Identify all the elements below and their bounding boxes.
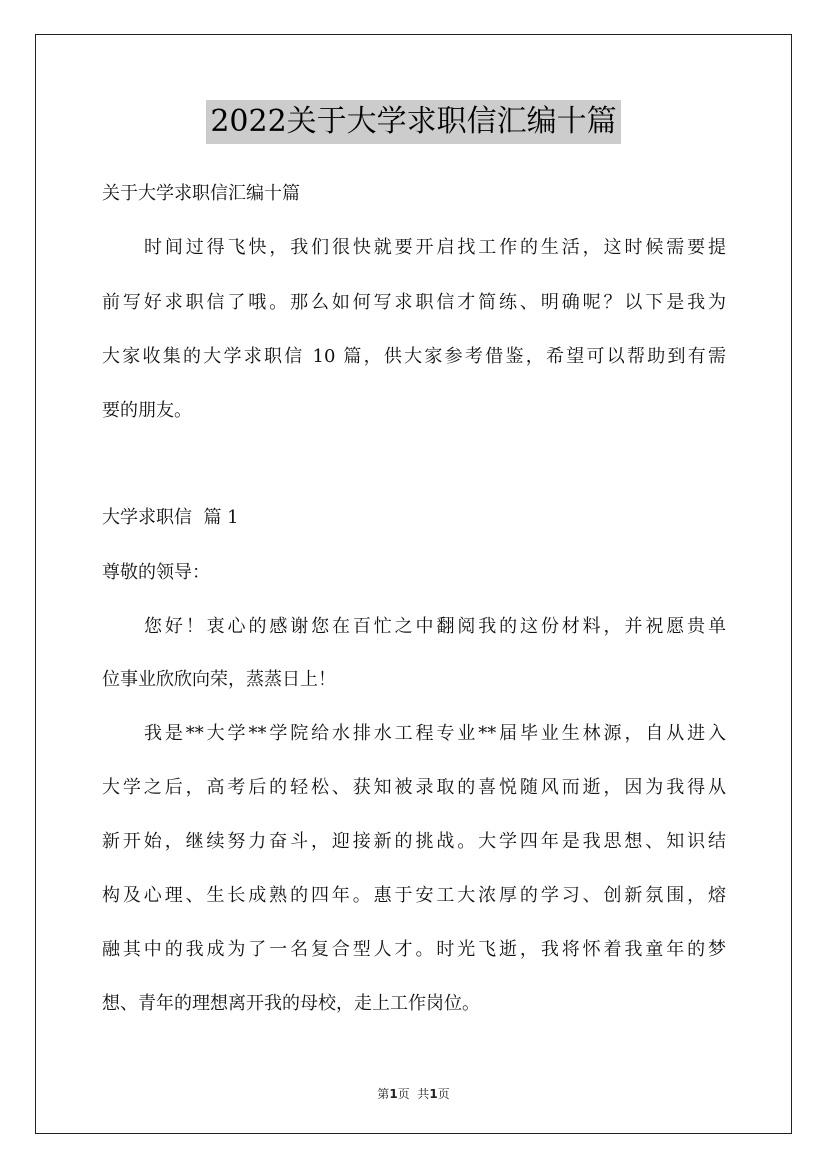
- title-wrap: [0, 100, 827, 144]
- intro-line-2: 前写好求职信了哦。那么如何写求职信才简练、明确呢？以下是我为: [102, 292, 726, 313]
- document-title: 2022关于大学求职信汇编十篇: [206, 100, 620, 144]
- footer-page-suffix: 页: [437, 1087, 450, 1101]
- intro-line-3: 大家收集的大学求职信 10 篇，供大家参考借鉴，希望可以帮助到有需: [102, 346, 726, 367]
- section-heading: 大学求职信 篇 1: [102, 507, 239, 528]
- footer-page-prefix: 第: [377, 1087, 390, 1101]
- para1-line-2: 位事业欣欣向荣，蒸蒸日上！: [102, 669, 336, 690]
- para2-line-4: 构及心理、生长成熟的四年。惠于安工大浓厚的学习、创新氛围，熔: [102, 885, 726, 906]
- para2-line-5: 融其中的我成为了一名复合型人才。时光飞逝，我将怀着我童年的梦: [102, 939, 726, 960]
- para2-line-6: 想、青年的理想离开我的母校，走上工作岗位。: [102, 993, 480, 1014]
- intro-line-4: 要的朋友。: [102, 400, 192, 421]
- footer-page-mid: 页 共: [397, 1087, 430, 1101]
- page-footer: [0, 1085, 827, 1102]
- footer-page-current: 1: [389, 1087, 398, 1101]
- intro-line-1: 时间过得飞快，我们很快就要开启找工作的生活，这时候需要提: [144, 237, 726, 258]
- subtitle: 关于大学求职信汇编十篇: [102, 183, 300, 204]
- para2-line-2: 大学之后，高考后的轻松、获知被录取的喜悦随风而逝，因为我得从: [102, 777, 726, 798]
- para2-line-3: 新开始，继续努力奋斗，迎接新的挑战。大学四年是我思想、知识结: [102, 831, 726, 852]
- para2-line-1: 我是**大学**学院给水排水工程专业**届毕业生林源，自从进入: [144, 723, 726, 744]
- salutation: 尊敬的领导：: [102, 562, 210, 583]
- para1-line-1: 您好！衷心的感谢您在百忙之中翻阅我的这份材料，并祝愿贵单: [144, 616, 726, 637]
- footer-page-total: 1: [429, 1087, 438, 1101]
